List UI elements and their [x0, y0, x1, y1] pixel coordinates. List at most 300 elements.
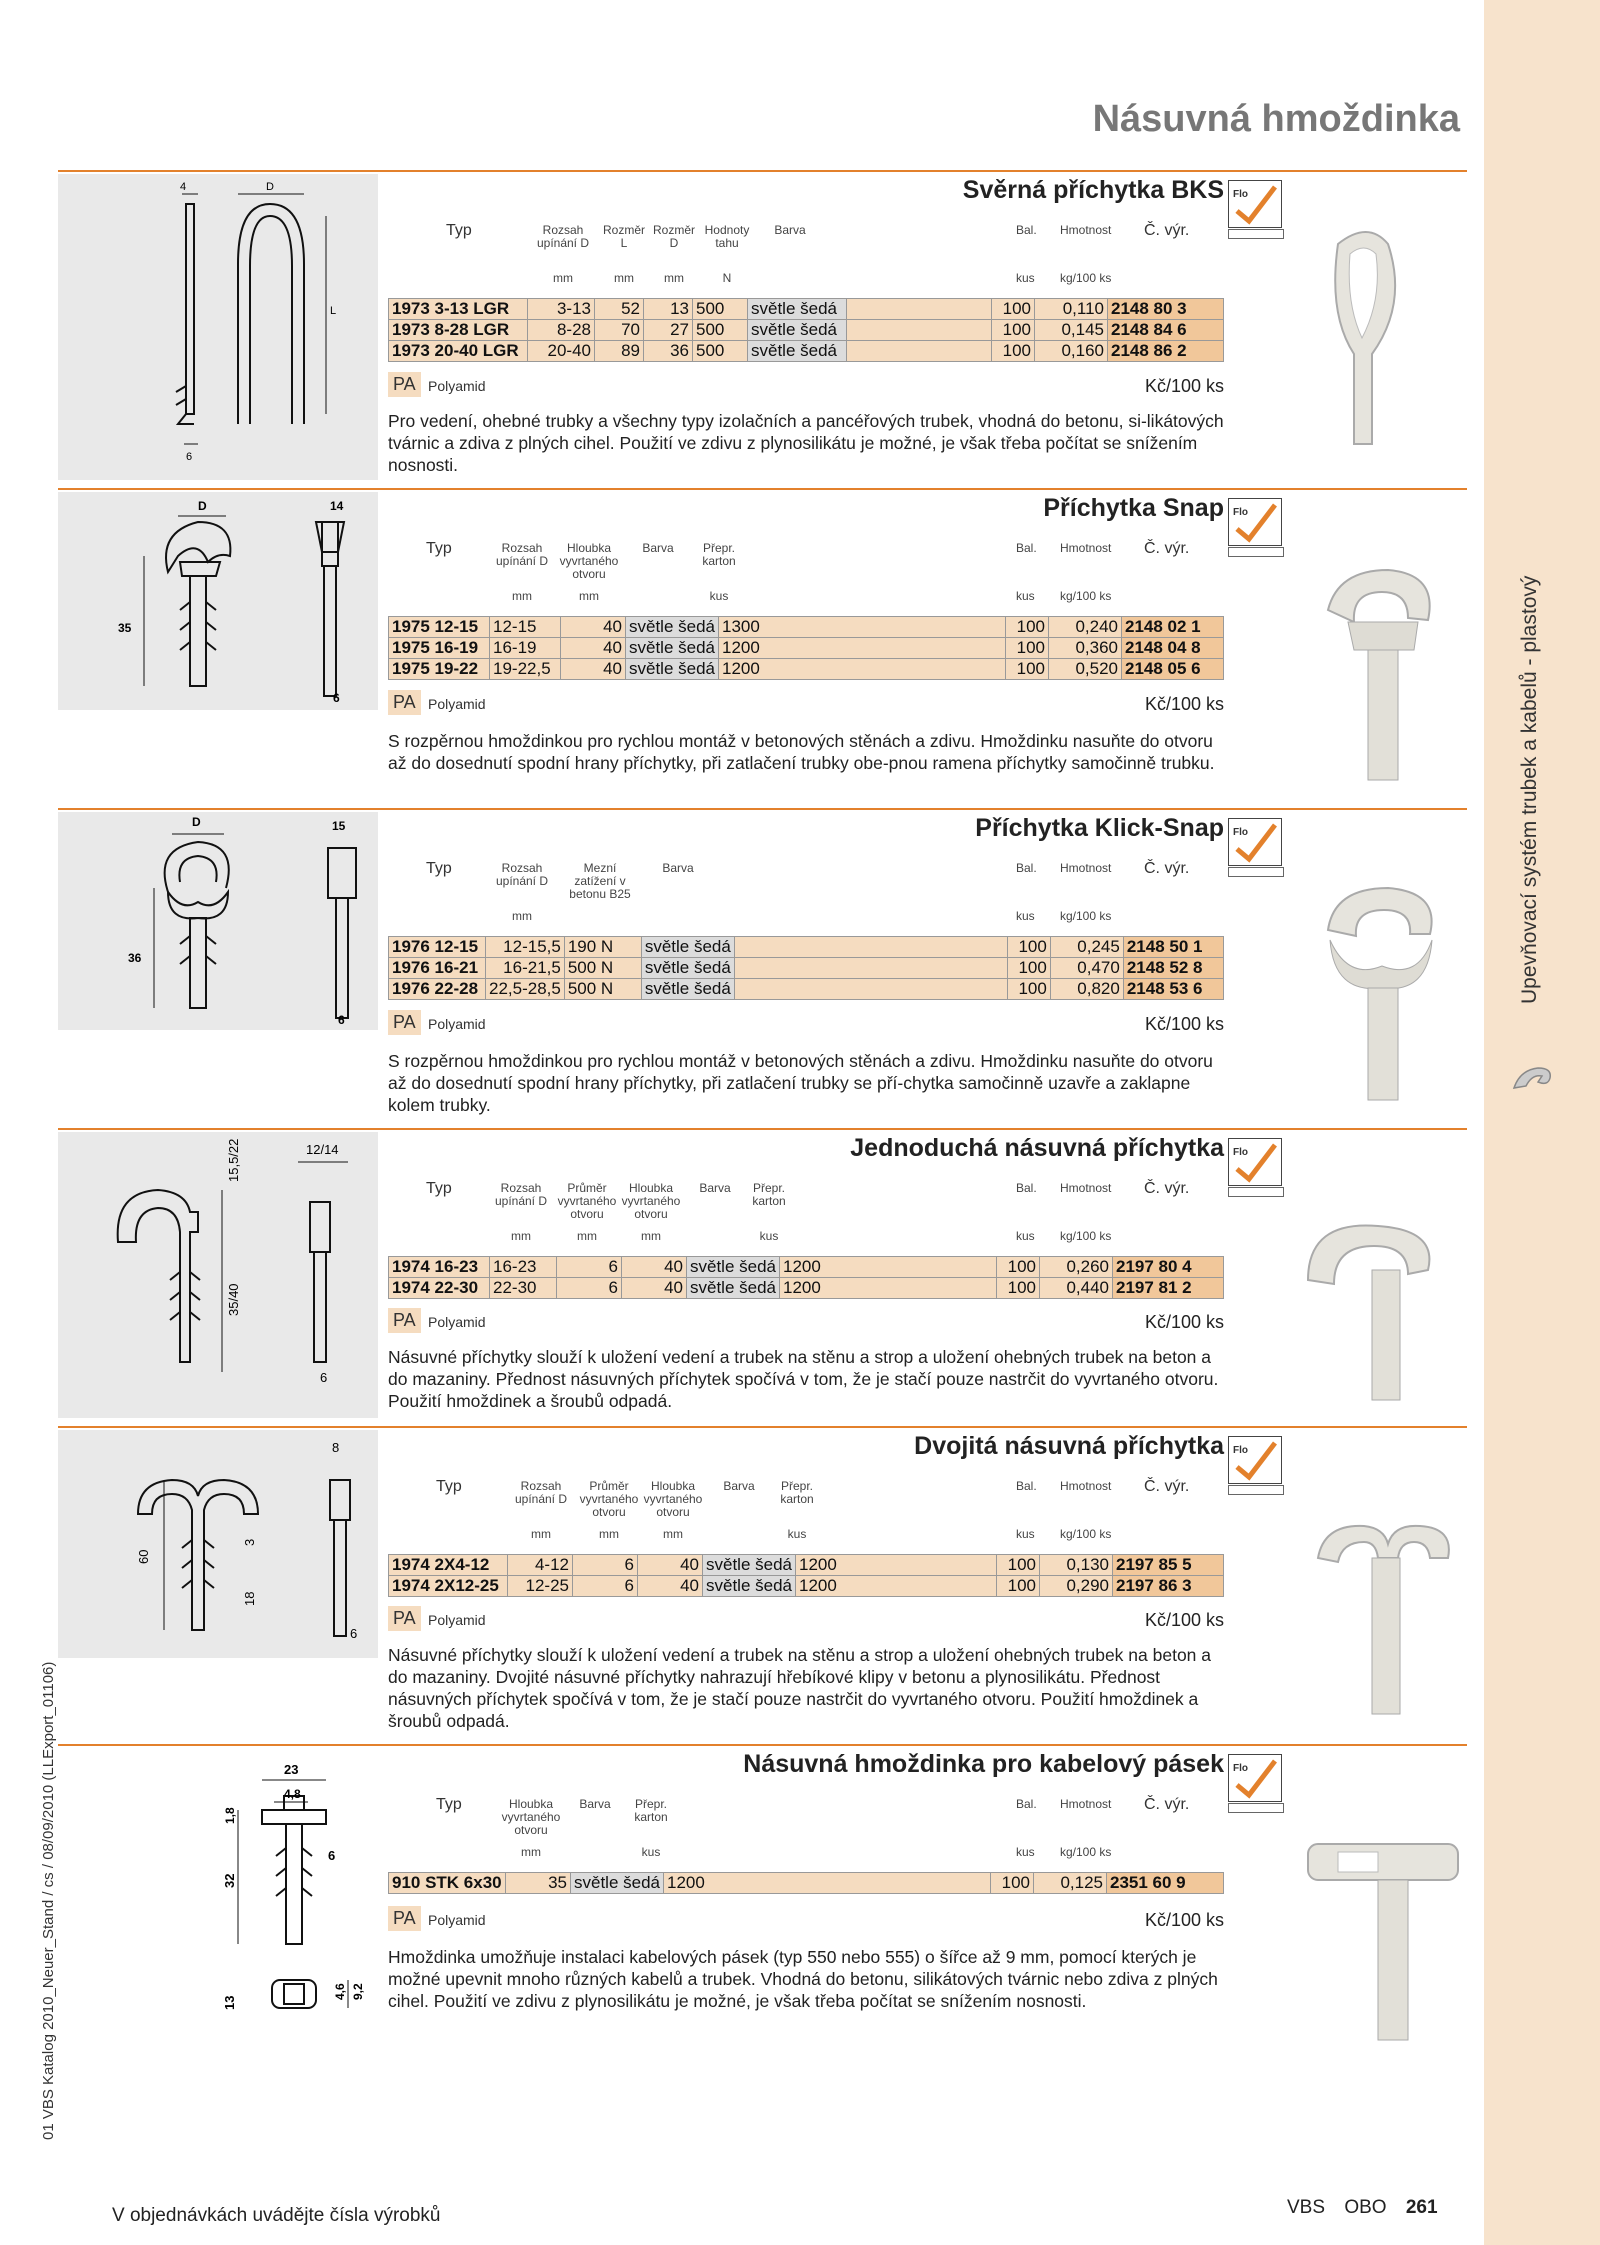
section-description: S rozpěrnou hmoždinkou pro rychlou montáž v betonových stěnách a zdivu. Hmoždinku nasuňte do otvoru až do dosednutí spodní hrany příchytky, při zatlačení trubky se pří-chytka samočinně uzavře a zaklapne kolem trubky. — [388, 1051, 1213, 1115]
cell: 40 — [638, 1576, 703, 1597]
cell: 40 — [638, 1555, 703, 1576]
cell: 6 — [557, 1278, 622, 1299]
dim-label: 13 — [222, 1995, 237, 2010]
col-carton: Přepr. karton — [752, 1181, 786, 1208]
cell: 1200 — [719, 659, 1006, 680]
cell — [734, 979, 1007, 1000]
cell: 500 — [693, 320, 748, 341]
unit: mm — [577, 1229, 597, 1243]
footer-brand — [1287, 2197, 1438, 2219]
col-diameter: Průměr vyvrtaného otvoru — [557, 1181, 617, 1221]
col-weight: Hmotnost — [1060, 1479, 1112, 1493]
cell: světle šedá — [687, 1278, 780, 1299]
cell: 70 — [595, 320, 644, 341]
cell: světle šedá — [703, 1555, 796, 1576]
cell: 1974 2X4-12 — [389, 1555, 508, 1576]
cell: 4-12 — [508, 1555, 573, 1576]
cell: 0,245 — [1050, 937, 1123, 958]
cell: světle šedá — [641, 937, 734, 958]
cell: 0,240 — [1049, 617, 1122, 638]
product-photo — [1268, 1190, 1478, 1410]
brand-vbs: VBS — [1287, 2197, 1326, 2218]
table-row — [389, 1555, 1224, 1576]
catalog-meta: 01 VBS Katalog 2010_Neuer_Stand / cs / 08/09/2010 (LLExport_01106) — [40, 1661, 57, 2140]
material-badge: PA — [388, 1308, 421, 1333]
dim-label: L — [330, 305, 337, 317]
unit: kus — [641, 1845, 661, 1859]
cell: 2351 60 9 — [1107, 1873, 1224, 1894]
svg-text:Flo: Flo — [1233, 827, 1248, 838]
col-article: Č. výr. — [1144, 860, 1190, 877]
technical-drawing — [58, 174, 378, 480]
dim-label: 6 — [333, 691, 340, 705]
cell — [847, 320, 992, 341]
col-color: Barva — [579, 1797, 611, 1811]
cell: 0,360 — [1049, 638, 1122, 659]
cell: 2148 86 2 — [1108, 341, 1224, 362]
cell: 2148 80 3 — [1108, 299, 1224, 320]
flame-check-icon — [1228, 1436, 1282, 1484]
cell: 1975 19-22 — [389, 659, 490, 680]
cell: 22,5-28,5 — [486, 979, 565, 1000]
material-name: Polyamid — [428, 1016, 486, 1032]
tbody — [389, 937, 1224, 1000]
cell: 1200 — [796, 1555, 997, 1576]
cell: 1973 8-28 LGR — [389, 320, 528, 341]
cell: 0,145 — [1035, 320, 1108, 341]
cell: 1973 3-13 LGR — [389, 299, 528, 320]
price-unit: Kč/100 ks — [1144, 1910, 1224, 1930]
cell: 89 — [595, 341, 644, 362]
col-weight: Hmotnost — [1060, 861, 1112, 875]
dim-label: 4 — [180, 181, 187, 193]
cell: 12-15 — [490, 617, 561, 638]
material-row — [388, 1906, 1224, 1932]
cell: 100 — [1007, 937, 1050, 958]
tbody — [389, 299, 1224, 362]
svg-text:Flo: Flo — [1233, 1445, 1248, 1456]
dim-label: 6 — [338, 1013, 345, 1027]
table-header — [388, 224, 1224, 294]
cell: 100 — [992, 320, 1035, 341]
material-badge: PA — [388, 372, 421, 397]
dim-label: 35/40 — [226, 1283, 241, 1316]
material-row — [388, 372, 1224, 398]
dim-label: 6 — [350, 1626, 358, 1641]
cell: 1974 16-23 — [389, 1257, 490, 1278]
cell: 100 — [1006, 659, 1049, 680]
cell — [847, 341, 992, 362]
dim-label: 15 — [332, 819, 346, 833]
code-label — [1228, 1485, 1284, 1495]
cell: 16-23 — [490, 1257, 557, 1278]
price-unit: Kč/100 ks — [1144, 376, 1224, 396]
table-row — [389, 1278, 1224, 1299]
dim-label: 6 — [186, 451, 193, 463]
cell: 1973 20-40 LGR — [389, 341, 528, 362]
cell: 2197 85 5 — [1113, 1555, 1224, 1576]
cell: 16-19 — [490, 638, 561, 659]
table-row — [389, 1873, 1224, 1894]
section-description: Pro vedení, ohebné trubky a všechny typy izolačních a pancéřových trubek, vhodná do betonu, si-likátových tvárnic a zdiva z plných cihel. Použití ve zdivu z plynosilikátu je možné, je však třeba počítat se snížením nosnosti. — [388, 411, 1224, 475]
tbody — [389, 1257, 1224, 1299]
cell: 1975 12-15 — [389, 617, 490, 638]
col-typ: Typ — [426, 540, 452, 557]
price-unit: Kč/100 ks — [1144, 694, 1224, 714]
code-label — [1228, 1803, 1284, 1813]
dim-label: 32 — [222, 1873, 237, 1888]
table-header — [388, 1182, 1224, 1252]
dim-label: D — [266, 181, 274, 193]
svg-text:Flo: Flo — [1233, 189, 1248, 200]
section-title: Dvojitá násuvná příchytka — [914, 1432, 1224, 1460]
col-color: Barva — [774, 223, 806, 237]
technical-drawing — [58, 492, 378, 710]
unit: kg/100 ks — [1060, 589, 1112, 603]
cell — [734, 937, 1007, 958]
section-description: S rozpěrnou hmoždinkou pro rychlou montáž v betonových stěnách a zdivu. Hmoždinku nasuňte do otvoru až do dosednutí spodní hrany příchytky, při zatlačení trubky obe-pnou ramena příchytky samočinně trubku. — [388, 731, 1215, 773]
material-name: Polyamid — [428, 378, 486, 394]
unit: mm — [511, 1229, 531, 1243]
technical-drawing — [58, 1132, 378, 1418]
col-load: Mezní zatížení v betonu B25 — [569, 861, 631, 901]
cell: 2148 04 8 — [1122, 638, 1224, 659]
unit: kus — [1016, 909, 1035, 923]
col-weight: Hmotnost — [1060, 223, 1112, 237]
material-badge: PA — [388, 1010, 421, 1035]
table-row — [389, 341, 1224, 362]
table-row — [389, 1257, 1224, 1278]
cell: 0,820 — [1050, 979, 1123, 1000]
cell: 0,440 — [1040, 1278, 1113, 1299]
cell: světle šedá — [687, 1257, 780, 1278]
table-header — [388, 1798, 1224, 1868]
section-title: Příchytka Klick-Snap — [975, 814, 1224, 842]
cell: 0,520 — [1049, 659, 1122, 680]
cell: 100 — [997, 1278, 1040, 1299]
cell: 27 — [644, 320, 693, 341]
cell — [734, 958, 1007, 979]
dim-label: 6 — [328, 1848, 336, 1863]
svg-text:Flo: Flo — [1233, 1763, 1248, 1774]
cell: 500 — [693, 341, 748, 362]
cell: 12-25 — [508, 1576, 573, 1597]
cell: 40 — [561, 617, 626, 638]
cell: 6 — [573, 1555, 638, 1576]
cell: světle šedá — [641, 958, 734, 979]
unit: mm — [614, 271, 634, 285]
unit: kus — [709, 589, 729, 603]
cell: 1200 — [719, 638, 1006, 659]
dim-label: 6 — [320, 1370, 328, 1385]
cell: světle šedá — [571, 1873, 664, 1894]
cell: 100 — [992, 299, 1035, 320]
table-row — [389, 320, 1224, 341]
col-depth: Hloubka vyvrtaného otvoru — [643, 1479, 703, 1519]
product-section-klick-snap — [58, 808, 1467, 1122]
flame-check-icon — [1228, 180, 1282, 228]
cell: 19-22,5 — [490, 659, 561, 680]
svg-text:Flo: Flo — [1233, 1147, 1248, 1158]
cell: světle šedá — [626, 638, 719, 659]
col-range: Rozsah upínání D — [495, 541, 549, 568]
col-dim-l: Rozměr L — [602, 223, 645, 250]
cell: 6 — [573, 1576, 638, 1597]
product-section-single-clip — [58, 1128, 1467, 1422]
cell: 52 — [595, 299, 644, 320]
col-weight: Hmotnost — [1060, 541, 1112, 555]
product-table — [388, 936, 1224, 1000]
cell: 16-21,5 — [486, 958, 565, 979]
unit: kus — [1016, 1229, 1035, 1243]
cell: 0,290 — [1040, 1576, 1113, 1597]
cell: 0,125 — [1034, 1873, 1107, 1894]
table-row — [389, 937, 1224, 958]
cell: 100 — [1006, 617, 1049, 638]
unit: kus — [1016, 1845, 1035, 1859]
cell: 36 — [644, 341, 693, 362]
product-section-snap — [58, 488, 1467, 802]
unit: mm — [663, 1527, 683, 1541]
cell: 12-15,5 — [486, 937, 565, 958]
dim-label: 18 — [242, 1591, 257, 1606]
dim-label: D — [192, 815, 201, 829]
dim-label: 9,2 — [351, 1983, 365, 2000]
side-band — [1484, 0, 1600, 2245]
unit: kg/100 ks — [1060, 1845, 1112, 1859]
table-row — [389, 659, 1224, 680]
side-category-label: Upevňovací systém trubek a kabelů - plastový — [1518, 575, 1541, 1004]
flame-check-icon — [1228, 1754, 1282, 1802]
col-typ: Typ — [446, 222, 472, 239]
cell: 100 — [992, 341, 1035, 362]
cell: 8-28 — [528, 320, 595, 341]
col-depth: Hloubka vyvrtaného otvoru — [559, 541, 619, 581]
table-header — [388, 862, 1224, 932]
cell: 40 — [622, 1257, 687, 1278]
dim-label: 36 — [128, 951, 142, 965]
cell: světle šedá — [641, 979, 734, 1000]
col-carton: Přepr. karton — [702, 541, 736, 568]
col-typ: Typ — [426, 1180, 452, 1197]
cell: 40 — [561, 659, 626, 680]
cell: 20-40 — [528, 341, 595, 362]
unit: kus — [787, 1527, 807, 1541]
unit: kg/100 ks — [1060, 1229, 1112, 1243]
section-title: Svěrná příchytka BKS — [962, 176, 1224, 204]
unit: mm — [579, 589, 599, 603]
dim-label: 23 — [284, 1762, 299, 1777]
section-title: Příchytka Snap — [1043, 494, 1224, 522]
table-row — [389, 1576, 1224, 1597]
cell: 100 — [1007, 958, 1050, 979]
dim-label: 8 — [332, 1440, 340, 1455]
material-name: Polyamid — [428, 1612, 486, 1628]
col-depth: Hloubka vyvrtaného otvoru — [501, 1797, 561, 1837]
cell: 2148 84 6 — [1108, 320, 1224, 341]
product-photo — [1268, 224, 1478, 454]
cell: 100 — [997, 1555, 1040, 1576]
tbody — [389, 1873, 1224, 1894]
cell: 2197 86 3 — [1113, 1576, 1224, 1597]
table-row — [389, 638, 1224, 659]
unit: kus — [1016, 1527, 1035, 1541]
cell: 2148 50 1 — [1123, 937, 1223, 958]
dim-label: 14 — [330, 499, 344, 513]
product-table — [388, 298, 1224, 362]
cell: 2197 81 2 — [1113, 1278, 1224, 1299]
col-tension: Hodnoty tahu — [704, 223, 750, 250]
col-article: Č. výr. — [1144, 1180, 1190, 1197]
cell: 0,160 — [1035, 341, 1108, 362]
cell: 100 — [1007, 979, 1050, 1000]
material-name: Polyamid — [428, 696, 486, 712]
technical-drawing — [58, 1748, 378, 2060]
cell: 2148 52 8 — [1123, 958, 1223, 979]
unit: mm — [641, 1229, 661, 1243]
cell: 1976 12-15 — [389, 937, 486, 958]
col-article: Č. výr. — [1144, 222, 1190, 239]
product-photo — [1268, 1498, 1478, 1724]
cell: 100 — [991, 1873, 1034, 1894]
cell: světle šedá — [748, 320, 847, 341]
dim-label: 60 — [136, 1549, 151, 1564]
cell: 40 — [561, 638, 626, 659]
price-unit: Kč/100 ks — [1144, 1610, 1224, 1630]
material-row — [388, 1308, 1224, 1334]
unit: kg/100 ks — [1060, 1527, 1112, 1541]
product-table — [388, 616, 1224, 680]
unit: kus — [1016, 589, 1035, 603]
col-color: Barva — [699, 1181, 731, 1195]
cell: 1200 — [664, 1873, 991, 1894]
product-photo — [1268, 870, 1478, 1110]
col-color: Barva — [723, 1479, 755, 1493]
material-row — [388, 1606, 1224, 1632]
cell: 500 N — [564, 979, 641, 1000]
col-pack: Bal. — [1016, 1479, 1037, 1493]
col-depth: Hloubka vyvrtaného otvoru — [621, 1181, 681, 1221]
col-range: Rozsah upínání D — [495, 861, 549, 888]
unit: mm — [521, 1845, 541, 1859]
cell: světle šedá — [626, 617, 719, 638]
cell: 2148 02 1 — [1122, 617, 1224, 638]
product-section-cable-tie-anchor — [58, 1744, 1467, 2058]
cell: 500 — [693, 299, 748, 320]
section-description: Násuvné příchytky slouží k uložení vedení a trubek na stěnu a strop a uložení ohebných trubek na beton a do mazaniny. Přednost násuvných příchytek spočívá v tom, že je stačí pouze nastrčit do vyvrtaného otvoru. Použití hmoždinek a šroubů odpadá. — [388, 1347, 1219, 1411]
cell: 1975 16-19 — [389, 638, 490, 659]
col-typ: Typ — [426, 860, 452, 877]
cell: světle šedá — [748, 341, 847, 362]
cell: 1976 16-21 — [389, 958, 486, 979]
material-badge: PA — [388, 690, 421, 715]
col-article: Č. výr. — [1144, 540, 1190, 557]
table-header — [388, 542, 1224, 612]
flame-check-icon — [1228, 498, 1282, 546]
dim-label: 12/14 — [306, 1142, 339, 1157]
col-carton: Přepr. karton — [780, 1479, 814, 1506]
dim-label: 4,8 — [284, 1787, 301, 1801]
product-photo — [1268, 1814, 1478, 2054]
table-row — [389, 299, 1224, 320]
dim-label: 15,5/22 — [226, 1138, 241, 1182]
cell: 2197 80 4 — [1113, 1257, 1224, 1278]
cell: 22-30 — [490, 1278, 557, 1299]
col-diameter: Průměr vyvrtaného otvoru — [579, 1479, 639, 1519]
cell: 910 STK 6x30 — [389, 1873, 506, 1894]
cell: 1200 — [780, 1278, 997, 1299]
col-color: Barva — [642, 541, 674, 555]
section-description: Hmoždinka umožňuje instalaci kabelových pásek (typ 550 nebo 555) o šířce až 9 mm, pomocí kterých je možné upevnit mnoho různých kabelů a trubek. Vhodná do betonu, silikátových tvárnic nebo zdiva z plných cihel. Použití ve zdivu z plynosilikátu je možné, je však třeba počítat se snížením nosnosti. — [388, 1947, 1218, 2011]
col-range: Rozsah upínání D — [494, 1181, 548, 1208]
material-name: Polyamid — [428, 1912, 486, 1928]
cell: 40 — [622, 1278, 687, 1299]
unit: mm — [512, 589, 532, 603]
col-article: Č. výr. — [1144, 1796, 1190, 1813]
cell: 13 — [644, 299, 693, 320]
cell: 0,470 — [1050, 958, 1123, 979]
product-photo — [1268, 550, 1478, 790]
col-dim-d: Rozměr D — [652, 223, 695, 250]
cell: 1974 2X12-25 — [389, 1576, 508, 1597]
col-pack: Bal. — [1016, 223, 1037, 237]
cell: 1976 22-28 — [389, 979, 486, 1000]
col-pack: Bal. — [1016, 1797, 1037, 1811]
cell: 1300 — [719, 617, 1006, 638]
section-description: Násuvné příchytky slouží k uložení vedení a trubek na stěnu a strop a uložení ohebných trubek na beton a do mazaniny. Dvojité násuvné příchytky nahrazují hřebíkové klipy v betonu a plynosilikátu. Přednost násuvných příchytek spočívá v tom, že je stačí pouze nastrčit do vyvrtaného otvoru. Použití hmoždinek a šroubů odpadá. — [388, 1645, 1212, 1731]
cell: světle šedá — [703, 1576, 796, 1597]
tbody — [389, 1555, 1224, 1597]
technical-drawing — [58, 1430, 378, 1658]
unit: mm — [512, 909, 532, 923]
price-unit: Kč/100 ks — [1144, 1312, 1224, 1332]
col-carton: Přepr. karton — [634, 1797, 668, 1824]
col-pack: Bal. — [1016, 1181, 1037, 1195]
col-range: Rozsah upínání D — [514, 1479, 568, 1506]
material-badge: PA — [388, 1906, 421, 1931]
unit: mm — [553, 271, 573, 285]
unit: kus — [759, 1229, 779, 1243]
col-pack: Bal. — [1016, 541, 1037, 555]
unit: kg/100 ks — [1060, 271, 1112, 285]
unit: kg/100 ks — [1060, 909, 1112, 923]
clip-icon — [1508, 1060, 1556, 1100]
unit: mm — [531, 1527, 551, 1541]
table-header — [388, 1480, 1224, 1550]
product-table — [388, 1554, 1224, 1597]
cell — [847, 299, 992, 320]
unit: mm — [664, 271, 684, 285]
col-pack: Bal. — [1016, 861, 1037, 875]
page-number: 261 — [1405, 2197, 1438, 2218]
dim-label: D — [198, 499, 207, 513]
cell: 100 — [1006, 638, 1049, 659]
unit: kus — [1016, 271, 1035, 285]
table-row — [389, 617, 1224, 638]
cell: 2148 53 6 — [1123, 979, 1223, 1000]
material-row — [388, 1010, 1224, 1036]
dim-label: 1,8 — [223, 1807, 237, 1824]
unit: N — [722, 271, 732, 285]
table-row — [389, 958, 1224, 979]
cell: 1974 22-30 — [389, 1278, 490, 1299]
col-typ: Typ — [436, 1796, 462, 1813]
table-row — [389, 979, 1224, 1000]
brand-obo: OBO — [1344, 2197, 1387, 2218]
col-typ: Typ — [436, 1478, 462, 1495]
technical-drawing — [58, 812, 378, 1030]
cell: 35 — [506, 1873, 571, 1894]
